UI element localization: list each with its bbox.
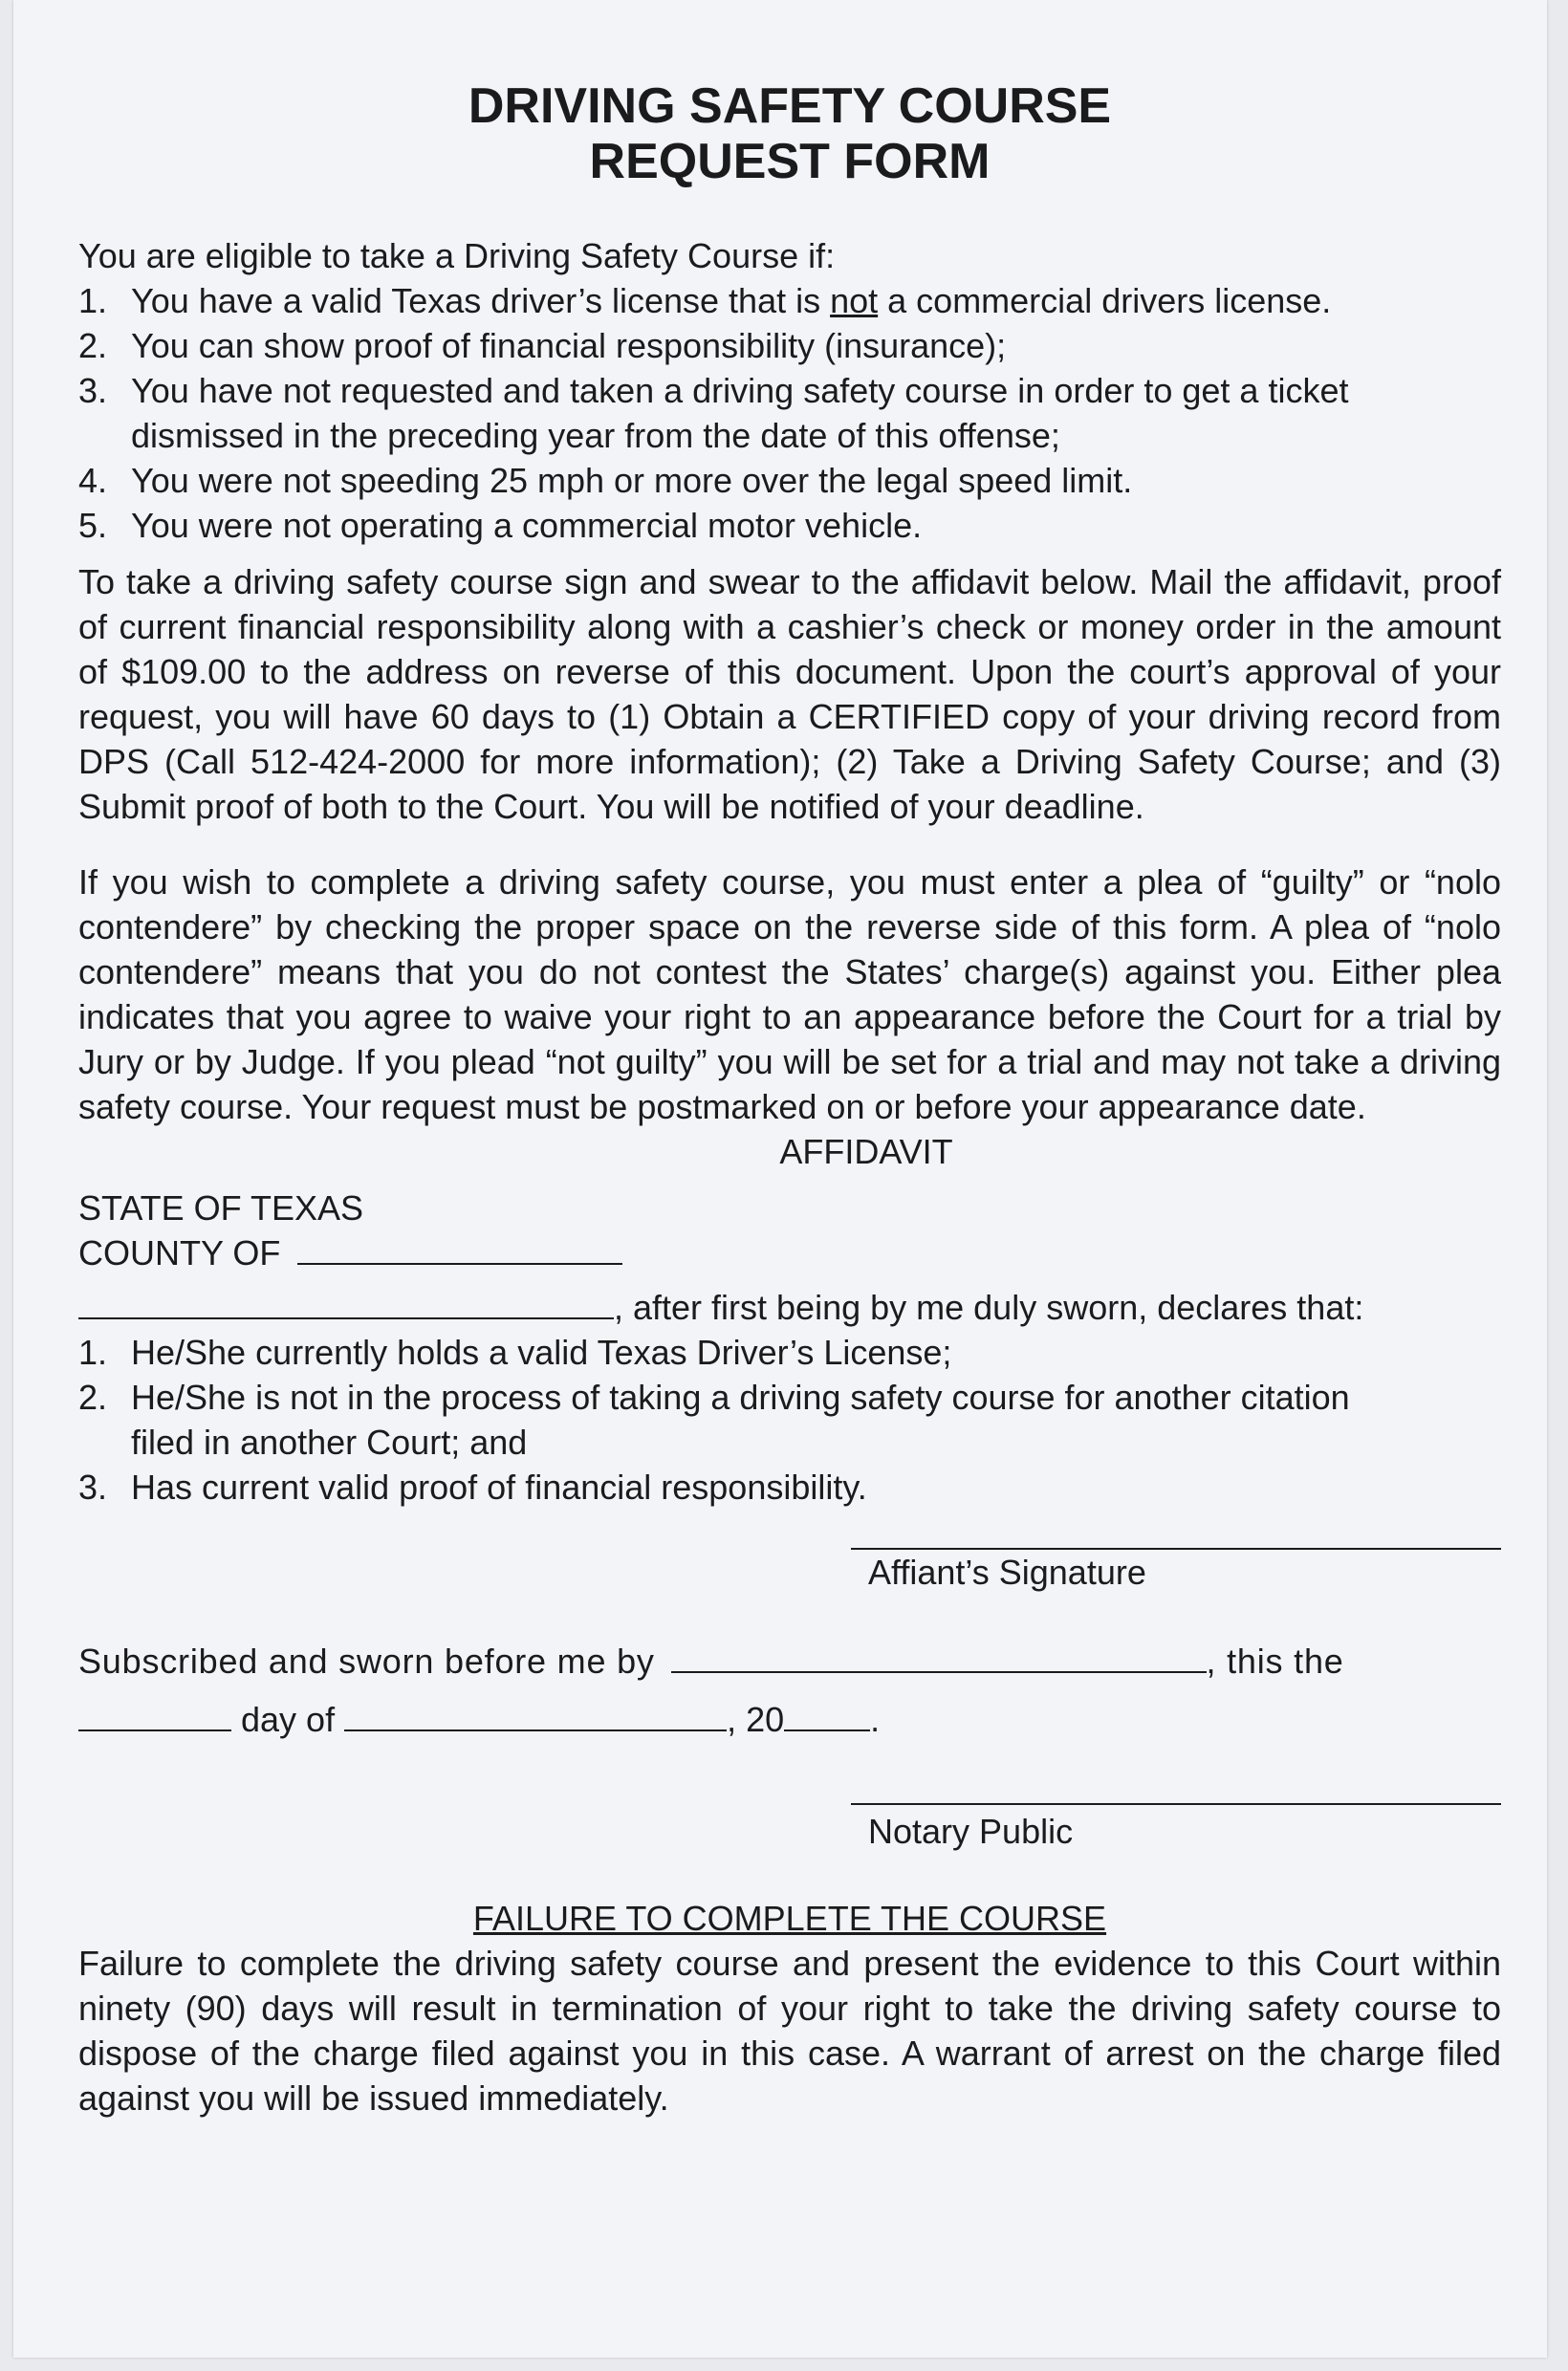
- notary-label: Notary Public: [868, 1812, 1074, 1851]
- item-text: You were not speeding 25 mph or more over the legal speed limit.: [131, 461, 1133, 500]
- failure-heading: FAILURE TO COMPLETE THE COURSE: [472, 1899, 1107, 1938]
- failure-paragraph: Failure to complete the driving safety course and present the evidence to this Court within ninety (90) days will result in termination of your right to take the driving safety course to dispose of the charge filed against you in this case. A warrant of arrest on the charge filed against you will be issued immediately.: [78, 1944, 1501, 2118]
- sworn-line-1: [78, 1639, 1501, 1684]
- eligibility-item: [78, 368, 1501, 458]
- title-line-2: REQUEST FORM: [589, 134, 991, 189]
- eligibility-item: [78, 503, 1501, 548]
- document-page: [13, 0, 1547, 2358]
- affidavit-list: [78, 1330, 1501, 1510]
- sworn-text-1: Subscribed and sworn before me by: [78, 1642, 655, 1681]
- item-number: 1.: [78, 1333, 108, 1372]
- eligibility-list: [78, 278, 1501, 548]
- affiant-name-field[interactable]: [78, 1285, 614, 1319]
- form-title: [78, 78, 1501, 189]
- form-content: [78, 78, 1501, 2121]
- item-text: He/She currently holds a valid Texas Driver’s License;: [131, 1333, 952, 1372]
- item-number: 3.: [78, 1468, 108, 1507]
- sworn-day-field[interactable]: [78, 1697, 231, 1731]
- affidavit-item: [78, 1465, 1501, 1510]
- affidavit-heading: AFFIDAVIT: [779, 1132, 953, 1171]
- instructions-paragraph: To take a driving safety course sign and swear to the affidavit below. Mail the affidavit, proof of current financial responsibility along with a cashier’s check or money order in the amount of $109.00 to the address on reverse of this document. Upon the court’s approval of your request, you will have 60 days to (1) Obtain a CERTIFIED copy of your driving record from DPS (Call 512-424-2000 for more information); (2) Take a Driving Safety Course; and (3) Submit proof of both to the Court. You will be notified of your deadline.: [78, 562, 1501, 826]
- item-text-post: a commercial drivers license.: [878, 281, 1332, 320]
- affidavit-state: STATE OF TEXAS: [78, 1188, 364, 1228]
- item-text: You can show proof of financial responsibility (insurance);: [131, 326, 1007, 365]
- item-number: 2.: [78, 1378, 108, 1417]
- sworn-by-field[interactable]: [671, 1639, 1207, 1673]
- item-number: 5.: [78, 506, 108, 545]
- item-number: 4.: [78, 461, 108, 500]
- affiant-signature-label: Affiant’s Signature: [868, 1553, 1146, 1592]
- sworn-text-5: .: [870, 1700, 881, 1739]
- item-number: 3.: [78, 371, 108, 410]
- eligibility-item: [78, 323, 1501, 368]
- sworn-text-3: day of: [241, 1700, 336, 1739]
- notary-signature-block: [851, 1803, 1501, 1854]
- eligibility-item: [78, 458, 1501, 503]
- item-number: 1.: [78, 281, 108, 320]
- affidavit-item: [78, 1330, 1501, 1375]
- plea-paragraph: If you wish to complete a driving safety course, you must enter a plea of “guilty” or “nolo contendere” by checking the proper space on the reverse side of this form. A plea of “nolo contendere” means that you do not contest the States’ charge(s) against you. Either plea indicates that you agree to waive your right to an appearance before the Court for a trial by Jury or by Judge. If you plead “not guilty” you will be set for a trial and may not take a driving safety course. Your request must be postmarked on or before your appearance date.: [78, 862, 1501, 1126]
- item-text-pre: You have a valid Texas driver’s license that is: [131, 281, 831, 320]
- item-text: [131, 278, 1331, 323]
- title-line-1: DRIVING SAFETY COURSE: [468, 78, 1112, 134]
- item-text: You have not requested and taken a driving safety course in order to get a ticket dismissed in the preceding year from the date of this offense;: [131, 371, 1349, 455]
- item-text: Has current valid proof of financial responsibility.: [131, 1468, 867, 1507]
- item-number: 2.: [78, 326, 108, 365]
- affidavit-county-line: [78, 1230, 1501, 1275]
- sworn-year-field[interactable]: [784, 1697, 870, 1731]
- sworn-text-4: , 20: [727, 1700, 785, 1739]
- county-field[interactable]: [297, 1230, 622, 1265]
- item-text: He/She is not in the process of taking a driving safety course for another citation filed in another Court; and: [131, 1378, 1350, 1462]
- affiant-signature-block: [851, 1548, 1501, 1595]
- item-text-emphasis: not: [830, 281, 879, 320]
- eligibility-item: [78, 278, 1501, 323]
- county-label: COUNTY OF: [78, 1233, 281, 1273]
- declares-text: , after first being by me duly sworn, declares that:: [614, 1288, 1364, 1327]
- sworn-month-field[interactable]: [344, 1697, 727, 1731]
- affidavit-item: [78, 1375, 1501, 1465]
- sworn-line-2: [78, 1697, 1501, 1742]
- affiant-name-line: [78, 1285, 1501, 1330]
- sworn-text-2: , this the: [1206, 1642, 1344, 1681]
- eligibility-intro: You are eligible to take a Driving Safety Course if:: [78, 236, 836, 275]
- item-text: You were not operating a commercial motor vehicle.: [131, 506, 923, 545]
